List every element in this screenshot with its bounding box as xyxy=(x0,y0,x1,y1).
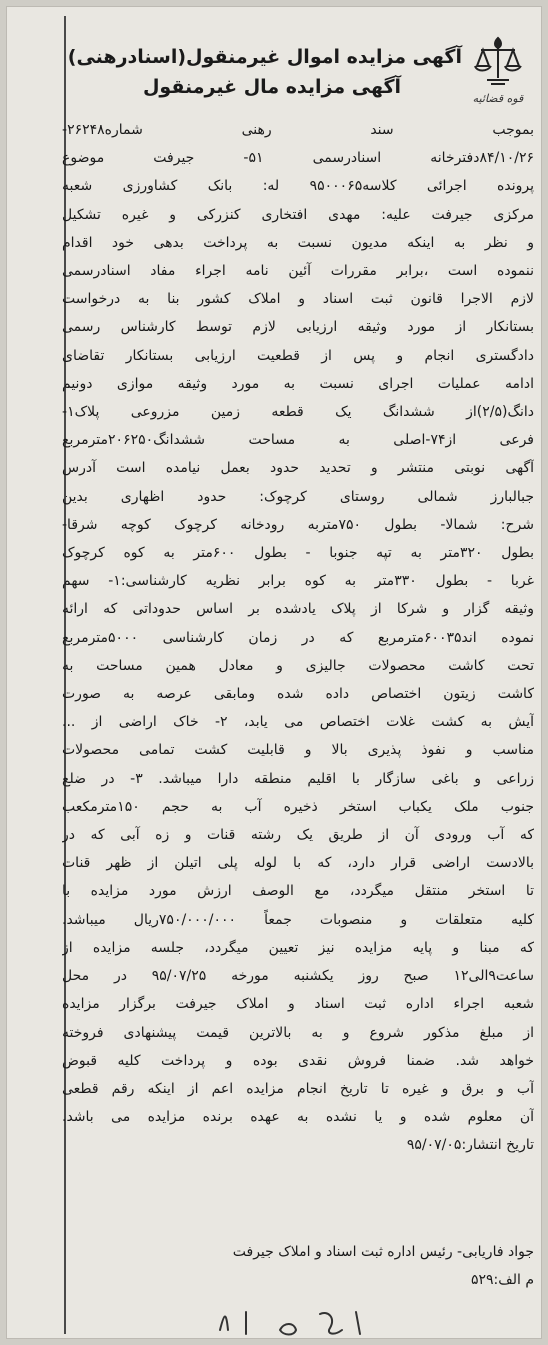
signature-block xyxy=(62,1238,534,1294)
body-line: آیش به کشت غلات اختصاص می یابد، ۲- خاک اراضی از ... xyxy=(62,714,534,731)
body-line: زراعی و باغی سازگار با اقلیم منطقه دارا میباشد. ۳- در ضلع xyxy=(62,770,534,787)
body-line: که آب ورودی آن از طریق یک رشته قنات و زه آبی که در xyxy=(62,827,534,844)
body-line: فرعی از۷۴-اصلی به مساحت ششدانگ۲۰۶۲۵۰مترمربع xyxy=(62,432,534,449)
body-line: تا استخر منتقل میگردد، مع الوصف ارزش مورد مزایده با xyxy=(62,883,534,900)
body-line: و نظر به اینکه مدیون نسبت به پرداخت بدهی خود اقدام xyxy=(62,234,534,251)
body-line: جبالبارز شمالی روستای کرچوک: حدود اظهاری بدین xyxy=(62,488,534,505)
body-line: خواهد شد. ضمنا فروش نقدی بوده و پرداخت کلیه قبوض xyxy=(62,1052,534,1069)
body-line: بستانکار از مورد وثیقه ارزیابی لازم توسط کارشناس رسمی xyxy=(62,319,534,336)
body-line: جنوب ملک یکباب استخر ذخیره آب به حجم ۱۵۰مترمکعب xyxy=(62,798,534,815)
body-line: ساعت۹الی۱۲ صبح روز یکشنبه مورخه ۹۵/۰۷/۲۵ در محل xyxy=(62,968,534,985)
body-line: آن معلوم شده و یا نشده به عهده برنده مزایده می باشد. xyxy=(62,1109,534,1126)
body-line: بالادست اراضی قرار دارد، که با لوله پلی اتیلن از ظهر قنات xyxy=(62,855,534,872)
body-line: کاشت زیتون اختصاص داده شده ومابقی عرصه به صورت xyxy=(62,686,534,703)
body-line: آب و برق و غیره تا تاریخ انجام مزایده اعم از اینکه رقم قطعی xyxy=(62,1080,534,1097)
ad-title-main: آگهی مزایده اموال غیرمنقول(اسنادرهنی) xyxy=(67,46,462,68)
body-line: وثیقه گزار و شرکا از پلاک یادشده بر اساس حدوداتی که ارائه xyxy=(62,601,534,618)
judiciary-emblem xyxy=(466,34,530,108)
ad-header xyxy=(66,28,536,120)
ad-title-sub: آگهی مزایده مال غیرمنقول xyxy=(142,76,402,98)
body-line: که مبنا و پایه مزایده نیز تعیین میگردد، جلسه مزایده از xyxy=(62,939,534,956)
body-line: ادامه عملیات اجرای نسبت به مورد وثیقه موازی دونیم xyxy=(62,375,534,392)
emblem-caption: قوه قضائیه xyxy=(472,92,524,105)
body-line: شرح: شمالا- بطول ۷۵۰متربه رودخانه کرچوک کوچه شرقا- xyxy=(62,516,534,533)
body-line: ۸۴/۱۰/۲۶دفترخانه اسنادرسمی ۵۱- جیرفت موضوع xyxy=(62,150,534,167)
body-line: دادگستری انجام و پس از قطعیت ارزیابی بستانکار تقاضای xyxy=(62,347,534,364)
body-line: غربا - بطول ۳۳۰متر به کوه برابر نظریه کارشناسی:۱- سهم xyxy=(62,573,534,590)
handwritten-scrawl-icon xyxy=(210,1300,380,1340)
body-line: ننموده است ،برابر مقررات آئین نامه اجراء مفاد اسنادرسمی xyxy=(62,263,534,280)
body-line: آگهی نوبتی منتشر و تحدید حدود بعمل نیامده است آدرس xyxy=(62,460,534,477)
body-line: نموده اند۶۰۰۳۵مترمربع که در زمان کارشناسی ۵۰۰۰مترمربع xyxy=(62,629,534,646)
body-line: مناسب و نفوذ پذیری بالا و قابلیت کشت تمامی محصولات xyxy=(62,742,534,759)
body-line: پرونده اجرائی کلاسه۹۵۰۰۰۶۵ له: بانک کشاورزی شعبه xyxy=(62,178,534,195)
scales-emblem-icon xyxy=(471,34,525,90)
reference-number: م الف:۵۲۹ xyxy=(470,1272,534,1288)
body-line: تحت کاشت محصولات جالیزی و معادل همین مساحت به xyxy=(62,657,534,674)
body-line: دانگ(۲/۵)از ششدانگ یک قطعه زمین مزروعی پلاک۱- xyxy=(62,404,534,421)
ad-titles xyxy=(67,42,462,102)
body-line: تاریخ انتشار:۹۵/۰۷/۰۵ xyxy=(406,1137,534,1154)
body-line: کلیه متعلقات و منصوبات جمعاً ۷۵۰/۰۰۰/۰۰۰ریال میباشد. xyxy=(62,911,534,928)
body-line: لازم الاجرا قانون ثبت اسناد و املاک کشور بنا به درخواست xyxy=(62,291,534,308)
ad-body-text xyxy=(62,116,534,1160)
body-line: بموجب سند رهنی شماره۲۶۲۴۸- xyxy=(62,122,534,138)
body-line: از مبلغ مذکور شروع و به بالاترین قیمت پیشنهادی فروخته xyxy=(62,1024,534,1041)
body-line: مرکزی جیرفت علیه: مهدی افتخاری کنزرکی و غیره تشکیل xyxy=(62,206,534,223)
body-line: شعبه اجراء اداره ثبت اسناد و املاک جیرفت برگزار مزایده xyxy=(62,996,534,1013)
body-line: بطول ۳۲۰متر به تپه جنوبا - بطول ۶۰۰متر به کوه کرچوک xyxy=(62,545,534,562)
signer-line: جواد فاریابی- رئیس اداره ثبت اسناد و املاک جیرفت xyxy=(232,1244,534,1260)
